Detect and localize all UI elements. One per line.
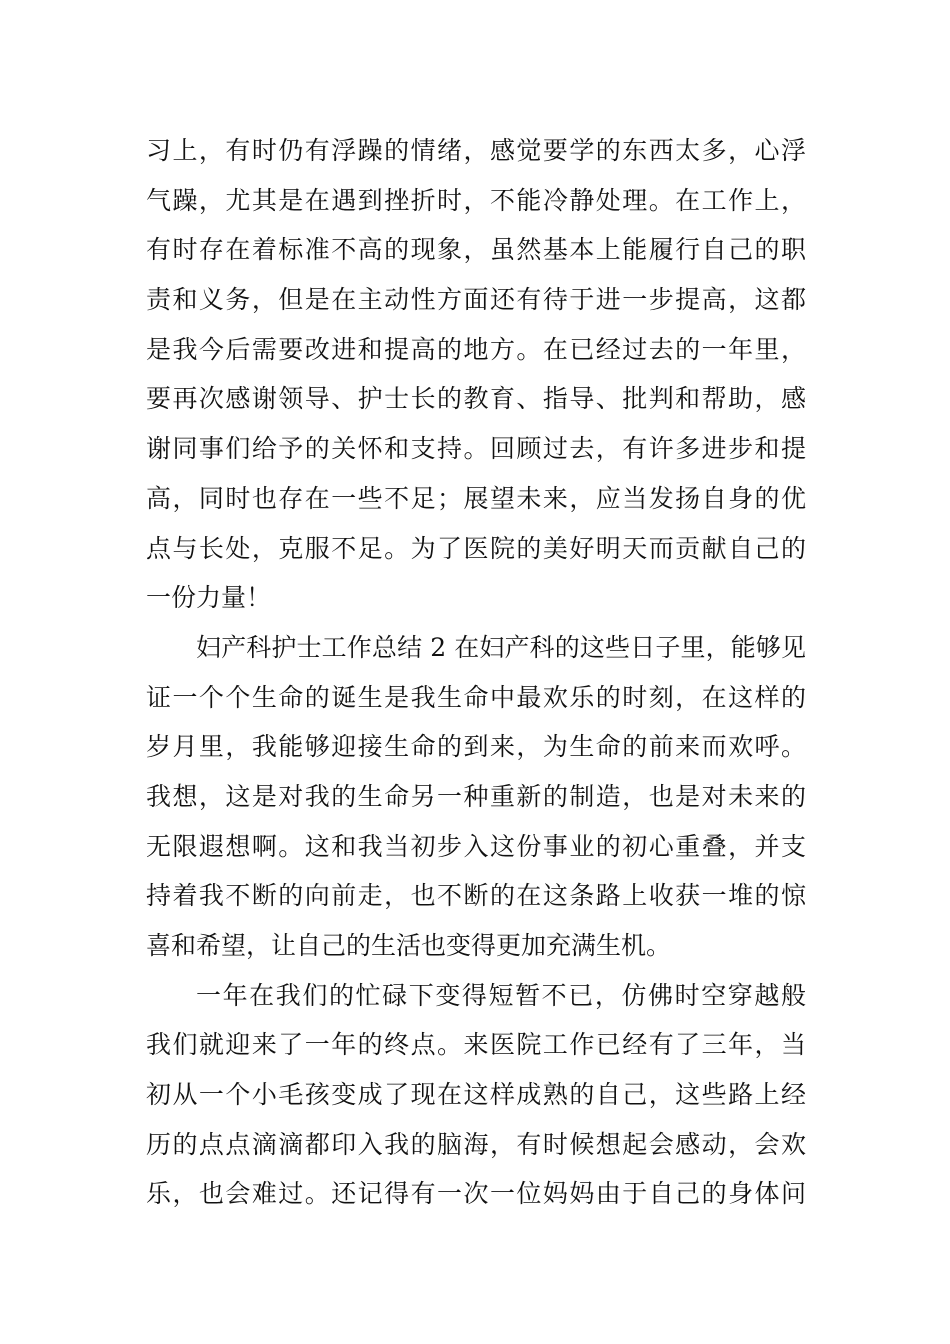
text-line: 点与长处，克服不足。为了医院的美好明天而贡献自己的 (146, 533, 806, 563)
paragraph-3 (146, 971, 806, 1219)
text-line: 乐，也会难过。还记得有一次一位妈妈由于自己的身体问 (146, 1179, 806, 1209)
paragraph-2 (146, 623, 806, 971)
text-line: 岁月里，我能够迎接生命的到来，为生命的前来而欢呼。 (146, 732, 806, 762)
text-line: 是我今后需要改进和提高的地方。在已经过去的一年里， (146, 334, 806, 364)
text-line: 历的点点滴滴都印入我的脑海，有时候想起会感动，会欢 (146, 1129, 806, 1159)
text-line: 责和义务，但是在主动性方面还有待于进一步提高，这都 (146, 285, 806, 315)
text-line: 喜和希望，让自己的生活也变得更加充满生机。 (146, 931, 672, 960)
text-line: 要再次感谢领导、护士长的教育、指导、批判和帮助，感 (146, 384, 806, 414)
text-line: 一份力量！ (146, 583, 272, 613)
text-line: 一年在我们的忙碌下变得短暂不已，仿佛时空穿越般 (196, 980, 806, 1010)
paragraph-1 (146, 126, 806, 623)
text-line: 我想，这是对我的生命另一种重新的制造，也是对未来的 (146, 781, 806, 811)
text-line: 习上，有时仍有浮躁的情绪，感觉要学的东西太多，心浮 (146, 136, 806, 165)
document-body (146, 126, 806, 1219)
text-line: 有时存在着标准不高的现象，虽然基本上能履行自己的职 (146, 235, 806, 265)
text-line: 证一个个生命的诞生是我生命中最欢乐的时刻，在这样的 (146, 682, 806, 712)
text-line: 妇产科护士工作总结 2 在妇产科的这些日子里，能够见 (196, 632, 806, 662)
text-line: 气躁，尤其是在遇到挫折时，不能冷静处理。在工作上， (146, 185, 806, 215)
text-line: 无限遐想啊。这和我当初步入这份事业的初心重叠，并支 (146, 831, 806, 861)
text-line: 我们就迎来了一年的终点。来医院工作已经有了三年，当 (146, 1030, 806, 1060)
text-line: 谢同事们给予的关怀和支持。回顾过去，有许多进步和提 (146, 434, 806, 464)
text-line: 持着我不断的向前走，也不断的在这条路上收获一堆的惊 (146, 881, 806, 911)
text-line: 高，同时也存在一些不足；展望未来，应当发扬自身的优 (146, 483, 806, 513)
text-line: 初从一个小毛孩变成了现在这样成熟的自己，这些路上经 (146, 1080, 806, 1110)
